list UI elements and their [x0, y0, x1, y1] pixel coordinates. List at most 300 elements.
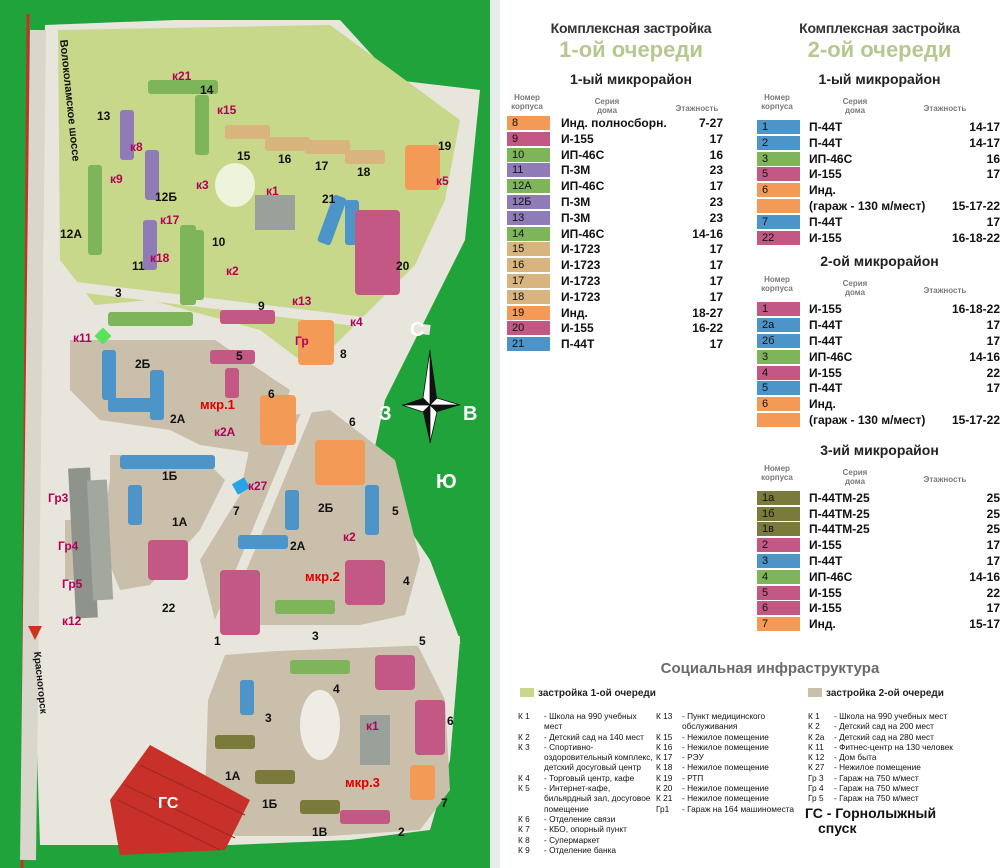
facility-code: К 2 [518, 731, 530, 742]
svg-text:к21: к21 [172, 69, 192, 83]
compass-south: Ю [436, 471, 457, 493]
building-floors: 16-18-22 [951, 230, 1000, 245]
svg-text:4: 4 [333, 682, 340, 696]
col-num-head: Номер корпуса [761, 463, 793, 482]
legend-row [757, 151, 1002, 167]
phase2-mkr1-title: 1-ый микрорайон [818, 71, 941, 87]
facility-item [808, 752, 1000, 762]
compass-west: З [379, 403, 392, 425]
legend-row [507, 305, 755, 321]
facility-code: Гр1 [656, 803, 670, 814]
svg-text:к1: к1 [366, 719, 379, 733]
building-number-swatch: 4 [757, 366, 800, 380]
facility-item [808, 773, 1000, 783]
building-floors: 23 [709, 163, 723, 178]
svg-text:17: 17 [315, 159, 329, 173]
svg-text:1В: 1В [312, 825, 328, 839]
facility-desc: - Торговый центр, кафе [544, 772, 635, 783]
social-phase1-list-b [656, 711, 802, 814]
svg-text:Гр4: Гр4 [58, 539, 79, 553]
building-series: И-155 [809, 601, 842, 616]
facility-code: К 18 [656, 762, 673, 773]
building-number-swatch: 1а [757, 491, 800, 505]
col-series-head: Серия дома [842, 97, 868, 115]
building-series: П-44Т [809, 381, 843, 396]
social-title: Социальная инфраструктура [660, 660, 880, 677]
facility-code: К 20 [656, 783, 673, 794]
building-floors: 14-16 [692, 226, 723, 241]
building-number-swatch: 7 [757, 215, 800, 229]
building-series: П-3М [561, 163, 591, 178]
facility-desc: - Дом быта [834, 752, 877, 763]
building-number-swatch: 12Б [507, 195, 550, 209]
phase2-mkr3-colheads [757, 464, 1002, 490]
phase2-mkr3-table [757, 490, 1002, 632]
facility-item [808, 711, 1000, 721]
building-number-swatch: 20 [507, 321, 550, 335]
svg-text:4: 4 [403, 574, 410, 588]
svg-text:5: 5 [236, 349, 243, 363]
building-series: И-155 [809, 538, 842, 553]
legend-row [757, 396, 1002, 412]
building-number-swatch: 21 [507, 337, 550, 351]
building-floors: 25 [986, 490, 1000, 505]
facility-desc: - Нежилое помещение [682, 793, 769, 804]
svg-text:18: 18 [357, 165, 371, 179]
legend-row [507, 115, 755, 131]
svg-text:к15: к15 [217, 103, 237, 117]
svg-text:к11: к11 [73, 331, 92, 345]
facility-desc: - РТП [682, 772, 704, 783]
legend-row [757, 301, 1002, 317]
building-number-swatch: 19 [507, 306, 550, 320]
facility-item [808, 721, 1000, 731]
building-series: П-44Т [809, 553, 843, 568]
svg-text:к5: к5 [436, 174, 449, 188]
legend-phase1 [507, 0, 755, 352]
building-floors: 16-22 [692, 321, 723, 336]
legend-row [757, 490, 1002, 506]
gs-note-line2: спуск [818, 820, 857, 836]
facility-desc: - Гараж на 750 м/мест [834, 772, 919, 783]
svg-text:5: 5 [419, 634, 426, 648]
facility-desc: - Гараж на 750 м/мест [834, 783, 919, 794]
building-number-swatch: 9 [507, 132, 550, 146]
legend-row [757, 230, 1002, 246]
building-number-swatch: 12А [507, 179, 550, 193]
svg-text:к2: к2 [343, 530, 356, 544]
legend-row [757, 412, 1002, 428]
facility-desc: - Детский сад на 140 мест [544, 731, 644, 742]
facility-item [656, 773, 802, 783]
facility-item [808, 793, 1000, 803]
col-num-head: Номер корпуса [761, 275, 793, 294]
facility-item [808, 732, 1000, 742]
building-series: И-155 [809, 585, 842, 600]
facility-desc: - Пункт медицинского обслуживания [682, 711, 766, 732]
building-floors: 22 [986, 365, 1000, 380]
legend-row [757, 600, 1002, 616]
col-floors-head: Этажность [675, 104, 719, 113]
building-series: И-155 [809, 302, 842, 317]
building-number-swatch [757, 199, 800, 213]
legend-phase2 [757, 0, 1002, 632]
phase2-mkr1-table [757, 119, 1002, 245]
facility-code: К 4 [518, 772, 530, 783]
legend-row [757, 569, 1002, 585]
facility-desc: - Нежилое помещение [682, 762, 769, 773]
building-floors: 17 [986, 553, 1000, 568]
svg-text:11: 11 [132, 259, 145, 273]
building-number-swatch: 3 [757, 554, 800, 568]
building-series: ИП-46С [809, 349, 853, 364]
building-floors: 17 [709, 273, 723, 288]
building-floors: 17 [709, 179, 723, 194]
building-number-swatch: 15 [507, 242, 550, 256]
phase2-mkr2-title: 2-ой микрорайон [820, 253, 939, 270]
facility-desc: - Спортивно-оздоровительный комплекс, детский досуговый центр [544, 741, 653, 773]
facility-desc: - Отделение связи [544, 813, 616, 824]
svg-text:8: 8 [340, 347, 347, 361]
building-floors: 15-17-22 [951, 412, 1000, 427]
district-map [0, 0, 500, 868]
building-floors: 17 [709, 258, 723, 273]
social-phase1-list-a [518, 711, 654, 855]
legend-row [757, 553, 1002, 569]
legend-row [507, 320, 755, 336]
facility-desc: - Нежилое помещение [682, 731, 769, 742]
facility-item [518, 783, 654, 814]
svg-text:16: 16 [278, 152, 292, 166]
svg-text:к27: к27 [248, 479, 268, 493]
social-phase2-list [808, 711, 1000, 804]
facility-desc: - Нежилое помещение [834, 762, 921, 773]
col-floors-head: Этажность [923, 286, 967, 296]
facility-desc: - Детский сад на 200 мест [834, 721, 934, 732]
facility-item [518, 814, 654, 824]
building-floors: 17 [986, 214, 1000, 229]
col-num-head: Номер корпуса [511, 93, 543, 111]
facility-code: К 17 [656, 752, 673, 763]
svg-text:21: 21 [322, 192, 336, 206]
svg-text:к12: к12 [62, 614, 82, 628]
building-number-swatch: 2б [757, 334, 800, 348]
building-series: П-44Т [561, 337, 595, 352]
building-number-swatch: 7 [757, 617, 800, 631]
col-floors-head: Этажность [923, 104, 967, 113]
facility-item [656, 742, 802, 752]
svg-text:7: 7 [441, 796, 448, 810]
highway-label: Волоколамское шоссе [57, 39, 82, 162]
facility-desc: - Отделение банка [544, 844, 617, 855]
building-floors: 14-16 [969, 569, 1000, 584]
building-number-swatch [757, 413, 800, 427]
building-number-swatch: 16 [507, 258, 550, 272]
facility-code: К 1 [808, 711, 820, 721]
svg-text:2А: 2А [290, 539, 306, 553]
phase2-label-text: застройка 2-ой очереди [826, 688, 944, 699]
building-series: Инд. [809, 617, 836, 632]
facility-item [656, 711, 802, 732]
facility-desc: - Школа на 990 учебных мест [544, 711, 637, 732]
building-floors: 17 [986, 333, 1000, 348]
legend-row [507, 210, 755, 226]
phase2-header-line1: Комплексная застройка [799, 20, 960, 36]
svg-text:к9: к9 [110, 172, 123, 186]
building-series: И-1723 [561, 289, 601, 304]
svg-text:к17: к17 [160, 213, 180, 227]
legend-row [757, 182, 1002, 198]
facility-code: К 6 [518, 813, 530, 824]
facility-desc: - Гараж на 750 м/мест [834, 793, 919, 804]
facility-code: К 12 [808, 752, 825, 763]
legend-row [507, 178, 755, 194]
building-series: ИП-46С [809, 151, 853, 166]
building-floors: 7-27 [698, 116, 723, 130]
compass-east: В [463, 403, 478, 425]
col-series-head: Серия дома [842, 467, 868, 486]
building-series: П-3М [561, 210, 591, 225]
svg-text:2: 2 [398, 825, 405, 839]
facility-code: К 2а [808, 731, 825, 742]
legend-row [757, 214, 1002, 230]
building-number-swatch: 6 [757, 183, 800, 197]
svg-text:6: 6 [447, 714, 454, 728]
legend-row [507, 226, 755, 242]
legend-row [757, 135, 1002, 151]
building-series: И-1723 [561, 273, 601, 288]
svg-text:к3: к3 [196, 178, 209, 192]
facility-code: К 8 [518, 834, 530, 845]
phase2-header-line2: 2-ой очереди [807, 37, 952, 62]
legend-row [757, 537, 1002, 553]
building-number-swatch: 10 [507, 148, 550, 162]
facility-item [518, 773, 654, 783]
legend-row [757, 349, 1002, 365]
building-floors: 17 [986, 601, 1000, 616]
svg-text:13: 13 [97, 109, 111, 123]
facility-code: К 16 [656, 741, 673, 752]
phase2-mkr3-title: 3-ий микрорайон [820, 441, 939, 458]
mkr3-label: мкр.3 [345, 775, 380, 790]
building-number-swatch: 5 [757, 381, 800, 395]
phase2-mkr2-table [757, 301, 1002, 427]
facility-desc: - Гараж на 164 машиноместа [682, 803, 795, 814]
building-number-swatch: 1 [757, 302, 800, 316]
svg-text:12А: 12А [60, 227, 83, 241]
building-series: Инд. полносборн. [561, 116, 667, 130]
building-floors: 14-17 [969, 120, 1000, 134]
building-floors: 16 [986, 151, 1000, 166]
legend-row [507, 194, 755, 210]
phase1-mkr1-title: 1-ый микрорайон [570, 71, 692, 87]
facility-desc: - КБО, опорный пункт [544, 824, 627, 835]
legend-row [757, 380, 1002, 396]
building-floors: 17 [709, 131, 723, 146]
building-series: П-44Т [809, 214, 843, 229]
building-number-swatch: 1в [757, 522, 800, 536]
facility-item [518, 824, 654, 834]
facility-desc: - Интернет-кафе, бильярдный зал, досуговое помещение [544, 783, 651, 814]
building-floors: 17 [986, 538, 1000, 553]
building-number-swatch: 6 [757, 601, 800, 615]
building-floors: 25 [986, 522, 1000, 537]
building-floors: 15-17-22 [951, 198, 1000, 213]
facility-item [518, 845, 654, 855]
building-series: (гараж - 130 м/мест) [809, 198, 926, 213]
facility-item [656, 732, 802, 742]
svg-text:Гр3: Гр3 [48, 491, 69, 505]
col-num-head: Номер корпуса [761, 93, 793, 111]
building-floors: 22 [986, 585, 1000, 600]
col-floors-head: Этажность [923, 474, 967, 484]
facility-desc: - Супермаркет [544, 834, 600, 845]
building-series: Инд. [809, 397, 836, 412]
legend-row [757, 198, 1002, 214]
svg-text:6: 6 [268, 387, 275, 401]
svg-text:к2: к2 [226, 264, 239, 278]
legend-row [757, 585, 1002, 601]
legend-row [507, 289, 755, 305]
phase1-legend-label [520, 688, 656, 699]
mkr1-label: мкр.1 [200, 397, 235, 412]
building-floors: 23 [709, 210, 723, 225]
building-number-swatch: 4 [757, 570, 800, 584]
col-series-head: Серия дома [842, 279, 868, 298]
legend-row [507, 241, 755, 257]
phase2-mkr2-colheads [757, 275, 1002, 301]
svg-text:к4: к4 [350, 315, 363, 329]
facility-code: К 3 [518, 741, 530, 752]
phase1-label-text: застройка 1-ой очереди [538, 688, 656, 699]
svg-text:7: 7 [233, 504, 240, 518]
building-floors: 17 [986, 318, 1000, 333]
facility-item [808, 783, 1000, 793]
building-number-swatch: 18 [507, 290, 550, 304]
svg-text:Гр5: Гр5 [62, 577, 83, 591]
building-floors: 17 [709, 289, 723, 304]
legend-row [757, 365, 1002, 381]
legend-row [757, 521, 1002, 537]
building-floors: 14-16 [969, 349, 1000, 364]
facility-code: Гр 4 [808, 783, 824, 794]
building-number-swatch: 14 [507, 227, 550, 241]
building-series: П-44Т [809, 135, 843, 150]
facility-code: К 2 [808, 721, 820, 732]
building-number-swatch: 11 [507, 163, 550, 177]
legend-row [507, 131, 755, 147]
facility-item [656, 804, 802, 814]
svg-text:19: 19 [438, 139, 452, 153]
building-series: П-44Т [809, 120, 843, 134]
gs-label: ГС [158, 795, 179, 812]
svg-text:к1: к1 [266, 184, 279, 198]
building-series: Инд. [561, 305, 588, 320]
compass-north: С [410, 319, 425, 341]
svg-text:5: 5 [392, 504, 399, 518]
facility-item [518, 742, 654, 773]
facility-code: К 7 [518, 824, 530, 835]
building-series: И-1723 [561, 258, 601, 273]
svg-text:1Б: 1Б [262, 797, 278, 811]
svg-text:14: 14 [200, 83, 214, 97]
facility-desc: - Школа на 990 учебных мест [834, 711, 948, 721]
svg-text:1А: 1А [225, 769, 241, 783]
gs-note-line1: ГС - Горнолыжный [805, 805, 937, 821]
building-number-swatch: 1б [757, 507, 800, 521]
building-floors: 15-17 [969, 617, 1000, 632]
building-number-swatch: 5 [757, 167, 800, 181]
building-number-swatch: 3 [757, 350, 800, 364]
svg-text:к18: к18 [150, 251, 170, 265]
building-series: П-44ТМ-25 [809, 490, 870, 505]
svg-text:2Б: 2Б [318, 501, 334, 515]
svg-text:12Б: 12Б [155, 190, 177, 204]
svg-text:3: 3 [115, 286, 122, 300]
building-number-swatch: 2 [757, 136, 800, 150]
building-floors: 23 [709, 194, 723, 209]
mkr2-label: мкр.2 [305, 569, 340, 584]
facility-desc: - Детский сад на 280 мест [834, 731, 934, 742]
svg-text:10: 10 [212, 235, 226, 249]
facility-item [808, 742, 1000, 752]
building-number-swatch: 17 [507, 274, 550, 288]
building-floors: 16 [709, 147, 723, 162]
building-series: И-155 [809, 230, 842, 245]
legend-row [757, 317, 1002, 333]
facility-desc: - РЭУ [682, 752, 704, 763]
col-series-head: Серия дома [594, 97, 620, 115]
svg-text:1А: 1А [172, 515, 188, 529]
svg-text:1: 1 [214, 634, 221, 648]
svg-text:Гр: Гр [295, 334, 309, 348]
facility-code: К 11 [808, 741, 824, 752]
facility-item [518, 835, 654, 845]
building-series: ИП-46С [561, 147, 605, 162]
phase2-legend-label [808, 688, 944, 699]
facility-item [656, 793, 802, 803]
svg-text:3: 3 [265, 711, 272, 725]
facility-code: Гр 5 [808, 793, 824, 804]
building-series: П-44Т [809, 318, 843, 333]
building-number-swatch: 1 [757, 120, 800, 134]
phase1-header-line2: 1-ой очереди [559, 37, 703, 62]
building-floors: 17 [709, 242, 723, 257]
legend-row [507, 162, 755, 178]
facility-code: К 9 [518, 844, 530, 855]
facility-code: К 19 [656, 772, 673, 783]
svg-text:2А: 2А [170, 412, 186, 426]
building-series: И-155 [809, 167, 842, 182]
gs-note [805, 806, 936, 836]
building-series: П-44ТМ-25 [809, 506, 870, 521]
legend-row [757, 119, 1002, 135]
building-number-swatch: 8 [507, 116, 550, 130]
svg-text:к2А: к2А [214, 425, 236, 439]
legend-row [757, 616, 1002, 632]
facility-item [808, 762, 1000, 772]
building-floors: 17 [709, 337, 723, 352]
facility-item [518, 732, 654, 742]
building-series: И-155 [809, 365, 842, 380]
building-number-swatch: 6 [757, 397, 800, 411]
facility-item [656, 783, 802, 793]
svg-text:2Б: 2Б [135, 357, 151, 371]
building-number-swatch: 2 [757, 538, 800, 552]
building-series: (гараж - 130 м/мест) [809, 412, 926, 427]
building-series: ИП-46С [561, 226, 605, 241]
svg-text:к13: к13 [292, 294, 312, 308]
